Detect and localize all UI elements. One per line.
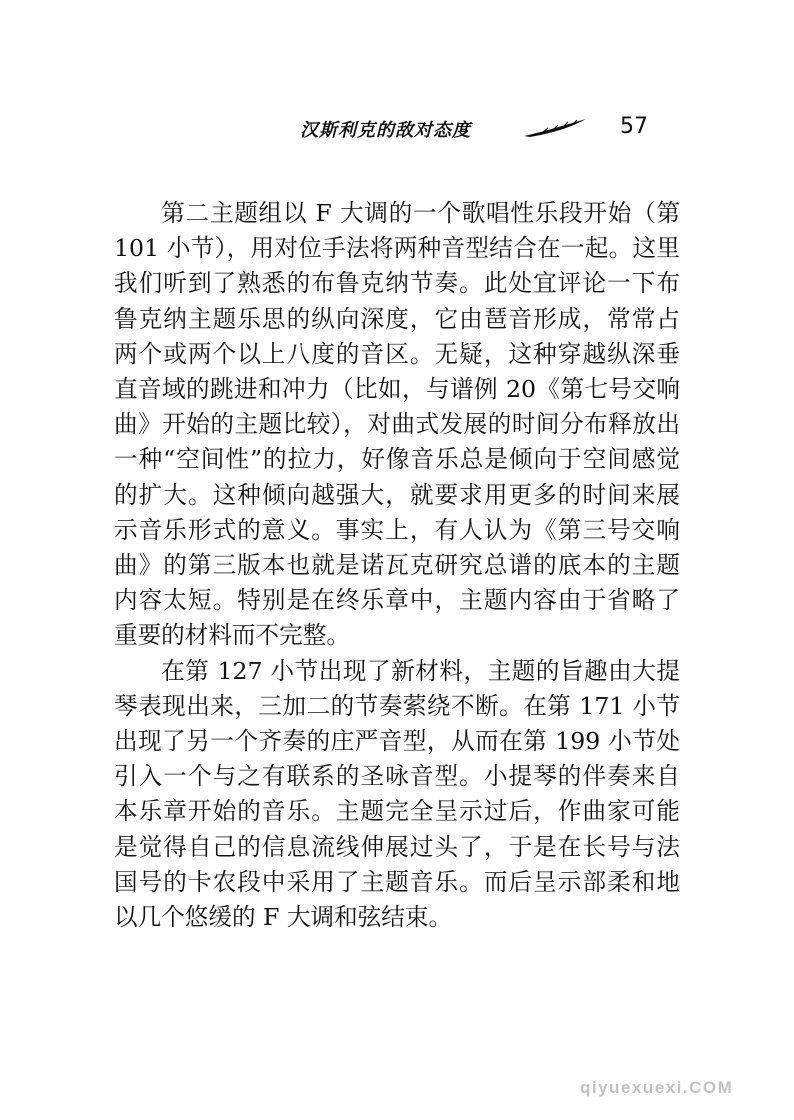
running-header	[300, 114, 660, 148]
body-text	[114, 196, 680, 935]
quill-flourish-icon	[522, 116, 588, 140]
paragraph: 第二主题组以 F 大调的一个歌唱性乐段开始（第 101 小节），用对位手法将两种音型结合在一起。这里我们听到了熟悉的布鲁克纳节奏。此处宜评论一下布鲁克纳主题乐思的纵向深度，它由琶音形成，常常占两个或两个以上八度的音区。无疑，这种穿越纵深垂直音域的跳进和冲力（比如，与谱例 20《第七号交响曲》开始的主题比较），对曲式发展的时间分布释放出一种“空间性”的拉力，好像音乐总是倾向于空间感觉的扩大。这种倾向越强大，就要求用更多的时间来展示音乐形式的意义。事实上，有人认为《第三号交响曲》的第三版本也就是诺瓦克研究总谱的底本的主题内容太短。特别是在终乐章中，主题内容由于省略了重要的材料而不完整。	[114, 199, 680, 650]
page-number: 57	[620, 114, 648, 139]
watermark: qiyuexuexi.COM	[580, 1078, 734, 1097]
running-header-title: 汉斯利克的敌对态度	[300, 120, 471, 141]
paragraph: 在第 127 小节出现了新材料，主题的旨趣由大提琴表现出来，三加二的节奏萦绕不断。在第 171 小节出现了另一个齐奏的庄严音型，从而在第 199 小节处引入一个与之有联系的圣咏音型。小提琴的伴奏来自本乐章开始的音乐。主题完全呈示过后，作曲家可能是觉得自己的信息流线伸展过头了，于是在长号与法国号的卡农段中采用了主题音乐。而后呈示部柔和地以几个悠缓的 F 大调和弦结束。	[114, 656, 680, 932]
